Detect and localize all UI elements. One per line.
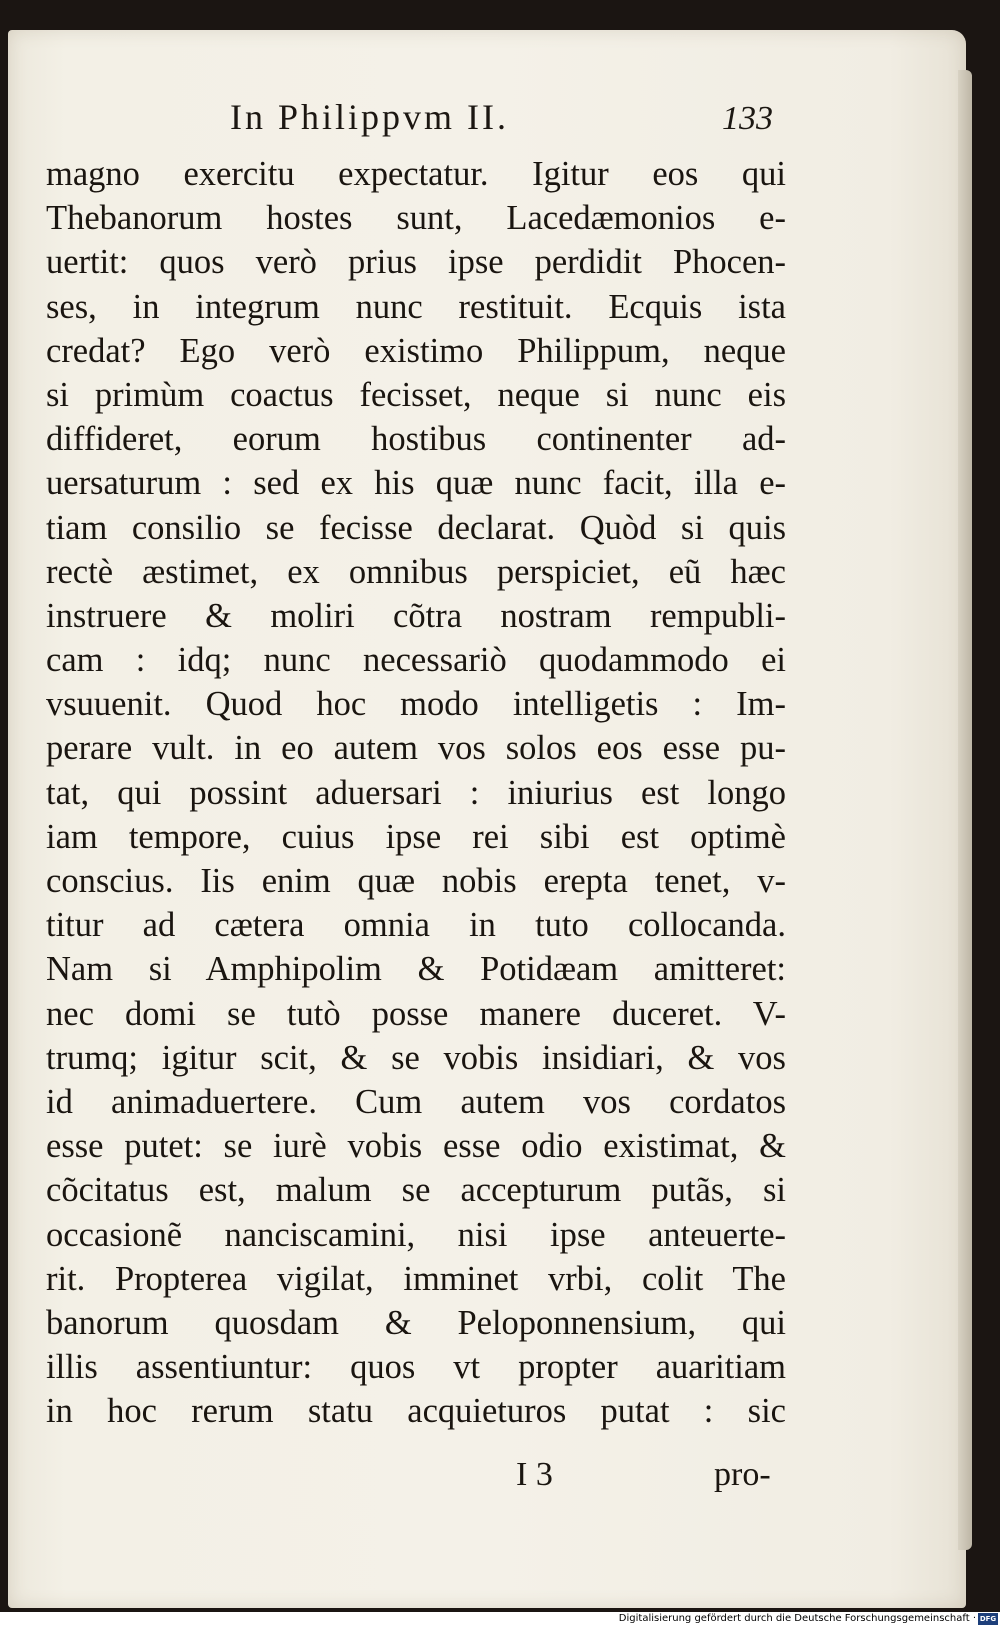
text-line: cõcitatus est, malum se accepturum putãs, si (46, 1171, 786, 1210)
signature-mark: I 3 (516, 1456, 553, 1493)
text-line: tat, qui possint aduersari : iniurius est longo (46, 773, 786, 812)
text-line: instruere & moliri cõtra nostram rempubli- (46, 596, 786, 635)
text-line: in hoc rerum statu acquieturos putat : sic (46, 1392, 786, 1431)
text-line: conscius. Iis enim quæ nobis erepta tenet, v- (46, 862, 786, 900)
text-line: banorum quosdam & Peloponnensium, qui (46, 1303, 786, 1342)
text-line: perare vult. in eo autem vos solos eos esse pu- (46, 729, 786, 768)
page-number: 133 (722, 100, 773, 137)
catchword: pro- (714, 1456, 771, 1493)
text-line: rit. Propterea vigilat, imminet vrbi, colit The (46, 1259, 786, 1298)
text-line: rectè æstimet, ex omnibus perspiciet, eũ hæc (46, 552, 786, 591)
text-line: uertit: quos verò prius ipse perdidit Phocen- (46, 243, 786, 282)
text-line: Thebanorum hostes sunt, Lacedæmonios e- (46, 199, 786, 238)
text-line: vsuuenit. Quod hoc modo intelligetis : Im- (46, 685, 786, 724)
text-line: titur ad cætera omnia in tuto collocanda. (46, 906, 786, 945)
body-text (46, 152, 786, 1433)
text-line: trumq; igitur scit, & se vobis insidiari, & vos (46, 1038, 786, 1077)
text-line: cam : idq; nunc necessariò quodammodo ei (46, 641, 786, 680)
running-head: In Philippvm II. (230, 97, 509, 137)
text-line: uersaturum : sed ex his quæ nunc facit, illa e- (46, 464, 786, 503)
text-line: esse putet: se iurè vobis esse odio existimat, & (46, 1127, 786, 1166)
text-line: iam tempore, cuius ipse rei sibi est optimè (46, 817, 786, 856)
text-line: nec domi se tutò posse manere duceret. V- (46, 994, 786, 1033)
text-line: illis assentiuntur: quos vt propter auaritiam (46, 1348, 786, 1387)
text-line: magno exercitu expectatur. Igitur eos qui (46, 155, 786, 193)
text-line: diffideret, eorum hostibus continenter ad- (46, 420, 786, 459)
dfg-logo-icon: DFG (979, 1615, 997, 1623)
footer-credit: Digitalisierung gefördert durch die Deutsche Forschungsgemeinschaft · (618, 1613, 976, 1624)
text-line: tiam consilio se fecisse declarat. Quòd si quis (46, 508, 786, 547)
text-line: ses, in integrum nunc restituit. Ecquis ista (46, 287, 786, 326)
text-line: Nam si Amphipolim & Potidæam amitteret: (46, 950, 786, 989)
text-line: id animaduertere. Cum autem vos cordatos (46, 1082, 786, 1121)
text-line: si primùm coactus fecisset, neque si nunc eis (46, 375, 786, 414)
text-line: credat? Ego verò existimo Philippum, neque (46, 331, 786, 370)
text-line: occasionẽ nanciscamini, nisi ipse anteuerte- (46, 1215, 786, 1254)
